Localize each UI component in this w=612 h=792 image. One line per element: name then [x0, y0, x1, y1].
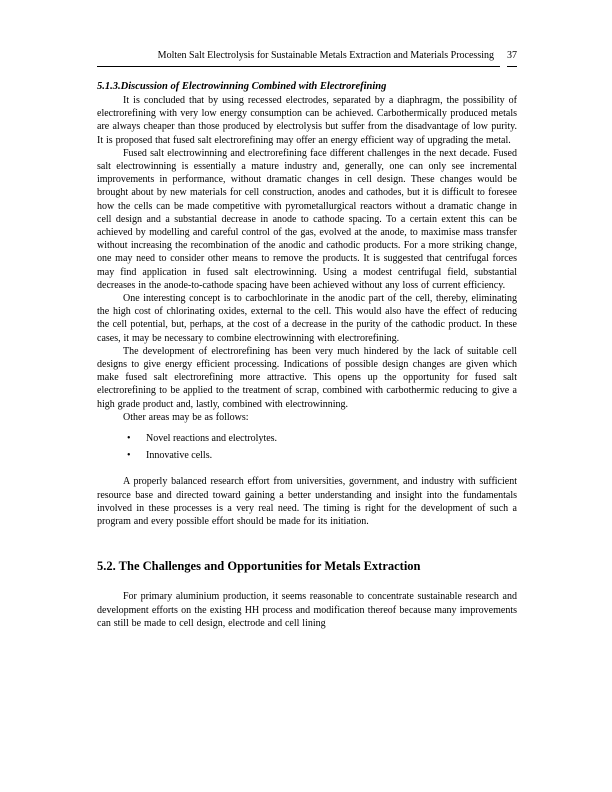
- list-intro: Other areas may be as follows:: [123, 411, 249, 423]
- list-item-text: Innovative cells.: [146, 450, 213, 462]
- running-header: [97, 50, 517, 67]
- paragraph-electrorefining-development: The development of electrorefining has been very much hindered by the lack of suitable cell designs to give energy efficient processing. Indications of possible design changes are given which make fused salt electrorefining more attractive. This opens up the opportunity for fused salt electrorefining to be applied to the treatment of scrap, combined with carbothermic reducing to give a high grade product and, lastly, combined with electrowinning.: [97, 345, 517, 410]
- list-item: [97, 449, 517, 462]
- paragraph-challenges-next-decade: Fused salt electrowinning and electrorefining face different challenges in the next decade. Fused salt electrowinning is essentially a mature industry and, generally, one can only see incremental improvements in performance, without dramatic changes in cell design. These changes would be brought about by new materials for cell construction, anodes and cathodes, but it is difficult to foresee how the cells can be made competitive with pyrometallurgical reactors without a dramatic change in cell design and a substantial decrease in anode to cathode spacing. To a certain extent this can be achieved by modelling and careful control of the gas, evolved at the anode, to maximise mass transfer without increasing the recombination of the anodic and cathodic products. For a more striking change, one may need to consider other means to remove the products. It is suggested that centrifugal forces may find application in fused salt electrowinning. Using a modest centrifugal field, substantial decreases in the anode-to-cathode spacing have been achieved without any loss of current efficiency.: [97, 147, 517, 291]
- bullet-icon: •: [127, 450, 131, 462]
- list-item-text: Novel reactions and electrolytes.: [146, 433, 278, 445]
- bullet-icon: •: [127, 433, 131, 445]
- paragraph-balanced-research-effort: A properly balanced research effort from universities, government, and industry with sufficient resource base and directed toward gaining a better understanding and insight into the fundamentals involved in these processes is a very real need. The timing is right for the development of such a program and every possible effort should be made for its initiation.: [97, 476, 517, 528]
- paragraph-primary-aluminium: For primary aluminium production, it seems reasonable to concentrate sustainable research and development efforts on the existing HH process and modification thereof because many improvements can still be made to cell design, electrode and cell lining: [97, 591, 517, 629]
- running-header-title: Molten Salt Electrolysis for Sustainable Metals Extraction and Materials Processing: [97, 50, 500, 67]
- list-item: [97, 432, 517, 445]
- section-heading-5-2: 5.2. The Challenges and Opportunities for Metals Extraction: [97, 559, 421, 574]
- paragraph-electrorefining-conclusion: It is concluded that by using recessed electrodes, separated by a diaphragm, the possibility of electrorefining with very low energy consumption can be achieved. Carbothermically produced metals are always cheaper than those produced by electrolysis but suffer from the disadvantage of low purity. It is proposed that fused salt electrorefining may offer an energy efficient way of upgrading the metal.: [97, 95, 517, 146]
- paragraph-carbochlorinate-concept: One interesting concept is to carbochlorinate in the anodic part of the cell, thereby, eliminating the high cost of chlorinating oxides, external to the cell. This would also have the effect of reducing the cell potential, but, perhaps, at the cost of a decrease in the purity of the cathodic product. In these cases, it may be necessary to combine electrowinning with electrorefining.: [97, 293, 517, 344]
- page-number: 37: [507, 50, 517, 67]
- other-areas-list: [97, 432, 517, 462]
- subsection-heading-5-1-3: 5.1.3.Discussion of Electrowinning Combined with Electrorefining: [97, 81, 387, 92]
